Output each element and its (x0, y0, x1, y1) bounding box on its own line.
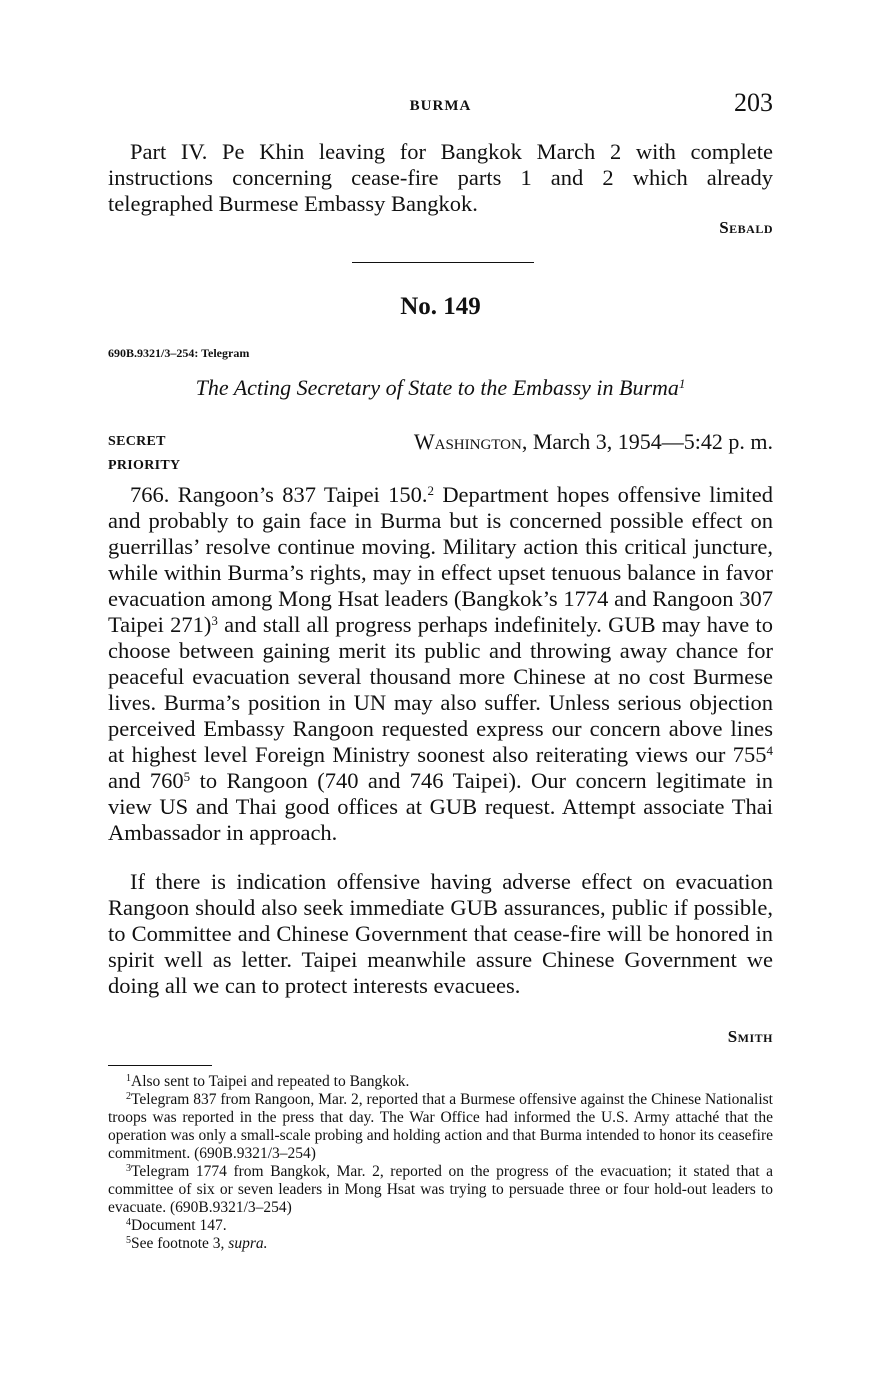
footnote-ref-3: 3 (211, 613, 218, 628)
dateline-place: Washington, (413, 429, 528, 454)
footnote-ref-2: 2 (427, 483, 434, 498)
running-head: BURMA (409, 98, 472, 114)
page-number: 203 (734, 88, 773, 117)
telegram-body-paragraph-1: 766. Rangoon’s 837 Taipei 150.$^2$ Department hopes offensive limited and probably to gain face in Burma but is concerned possible effect on guerrillas’ resolve continue moving. Military action this critical juncture, while within Burma’s rights, may in effect upset tenuous balance in favor evacuation among Mong Hsat leaders (Bangkok’s 1774 and Rangoon 307 Taipei 271)$^3$ and stall all progress perhaps indefinitely. GUB may have to choose between gaining merit its public and throwing away chance for peaceful evacuation several thousand more Chinese at no cost Burmese lives. Burma’s position in UN may also suffer. Unless serious objection perceived Embassy Rangoon requested express our concern above lines at highest level Foreign Ministry soonest also reiterating views our $755^4$ and $760^5$ to Rangoon (740 and 746 Taipei). Our concern legitimate in view US and Thai good offices at GUB request. Attempt associate Thai Ambassador in approach. (108, 482, 773, 845)
document-number: No. 149 (400, 293, 481, 320)
section-divider (352, 262, 534, 263)
dateline (414, 429, 773, 455)
classification-secret: SECRET (108, 434, 166, 449)
previous-document-signature: Sebald (719, 218, 773, 237)
footnotes (108, 1073, 773, 1253)
document-title-text: The Acting Secretary of State to the Embassy in Burma (195, 375, 679, 400)
footnote-ref-1: 1 (678, 376, 686, 391)
previous-document-closing-paragraph: Part IV. Pe Khin leaving for Bangkok March 2 with complete instructions concerning cease-fire parts 1 and 2 which already telegraphed Burmese Embassy Bangkok. (108, 139, 773, 216)
footnote-4: $^4$Document 147. (126, 1217, 227, 1234)
footnote-2: $^2$Telegram 837 from Rangoon, Mar. 2, reported that a Burmese offensive against the Chinese Nationalist troops was reported in the press that day. The War Office had informed the U.S. Army attaché that the operation was only a small-scale probing and holding action and that Burma intended to honor its ceasefire commitment. (690B.9321/3–254) (108, 1091, 773, 1162)
footnote-ref-5: 5 (183, 769, 191, 784)
classification-priority: PRIORITY (108, 458, 181, 473)
telegram-body-paragraph-2: If there is indication offensive having adverse effect on evacuation Rangoon should also seek immediate GUB assurances, public if possible, to Committee and Chinese Government that cease-fire will be honored in spirit well as letter. Taipei meanwhile assure Chinese Government we doing all we can to protect interests evacuees. (108, 869, 773, 998)
dateline-date: March 3, 1954—5:42 p. m. (532, 429, 773, 454)
footnote-ref-4: 4 (766, 743, 773, 758)
footnote-3: $^3$Telegram 1774 from Bangkok, Mar. 2, reported on the progress of the evacuation; it stated that a committee of six or seven leaders in Mong Hsat was trying to persuade three or four hold-out leaders to evacuate. (690B.9321/3–254) (108, 1163, 773, 1216)
footnote-divider (108, 1065, 212, 1066)
document-signature: Smith (727, 1027, 773, 1046)
footnote-5: $^5$See footnote 3, supra. (126, 1235, 268, 1252)
file-reference: 690B.9321/3–254: Telegram (108, 346, 250, 360)
footnote-1: $^1$Also sent to Taipei and repeated to Bangkok. (126, 1073, 410, 1090)
document-title (0, 375, 881, 401)
